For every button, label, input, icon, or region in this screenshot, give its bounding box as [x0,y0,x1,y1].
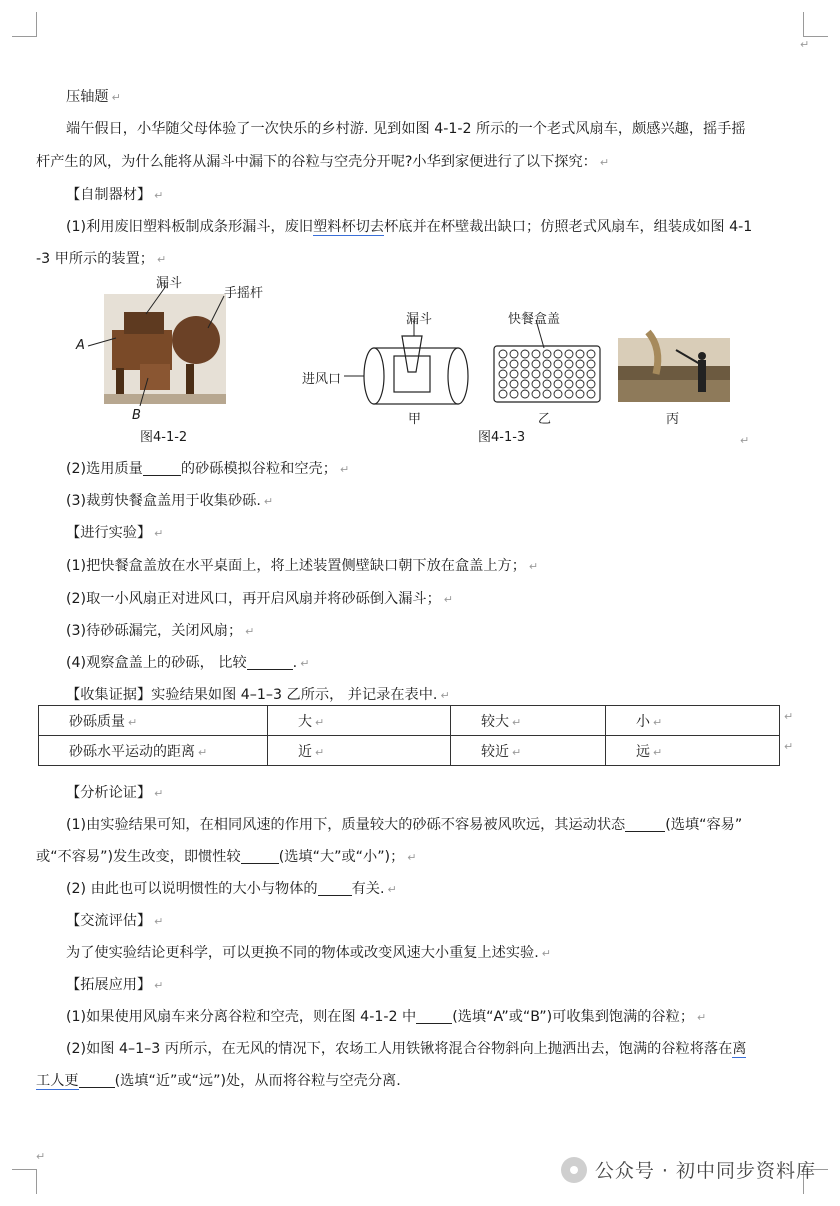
table-cell: 较大 ↵ [451,706,606,736]
watermark-text: 公众号 · 初中同步资料库 [594,1160,816,1182]
wechat-icon [561,1157,587,1183]
device-jia-diagram [344,320,468,404]
caption-fig-4-1-2: 图4-1-2 [140,430,188,445]
table-cell: 较近 ↵ [451,736,606,766]
table-cell: 砂砾质量 ↵ [39,706,268,736]
exchange-text: 为了使实验结论更科学，可以更换不同的物体或改变风速大小重复上述实验. ↵ [66,945,551,961]
intro-text: 端午假日，小华随父母体验了一次快乐的乡村游. 见到如图 4-1-2 所示的一个老式风扇车，颇感兴趣，摇手摇 [66,121,746,137]
label-funnel-2: 漏斗 [406,312,433,327]
table-row [39,706,780,736]
label-lunchbox-lid: 快餐盒盖 [508,312,561,327]
table-cell: 大 ↵ [268,706,451,736]
results-table [38,705,780,766]
farmer-photo [618,332,730,402]
equipment-item-1: (1)利用废旧塑料板制成条形漏斗，废旧塑料杯切去杯底并在杯壁裁出缺口；仿照老式风扇车，组装成如图 4-1 [66,219,753,235]
analysis-item-1-cont: 或“不容易”)发生改变，即惯性较 (选填“大”或“小”)； ↵ [36,849,417,865]
figure-area [36,268,796,448]
heading-exchange: 【交流评估】 ↵ [66,913,164,929]
table-cell: 近 ↵ [268,736,451,766]
label-bing: 丙 [666,412,680,427]
experiment-step-1: (1)把快餐盒盖放在水平桌面上，将上述装置侧壁缺口朝下放在盒盖上方； ↵ [66,558,539,574]
corner-mark-bottom-left [12,1169,37,1194]
extension-item-1: (1)如果使用风扇车来分离谷粒和空壳，则在图 4-1-2 中 (选填“A”或“B”)可收集到饱满的谷粒； ↵ [66,1009,707,1025]
paragraph-mark: ↵ [740,434,750,447]
label-air-inlet: 进风口 [302,372,342,387]
paragraph-mark: ↵ [784,710,794,723]
extension-item-2-cont: 工人更 (选填“近”或“远”)处，从而将谷粒与空壳分离. [36,1073,401,1089]
label-yi: 乙 [538,412,552,427]
experiment-step-4: (4)观察盒盖上的砂砾， 比较 . ↵ [66,655,310,671]
table-cell: 砂砾水平运动的距离 ↵ [39,736,268,766]
label-funnel: 漏斗 [156,276,183,291]
section-title: 压轴题 ↵ [66,89,121,105]
equipment-item-3: (3)裁剪快餐盒盖用于收集砂砾. ↵ [66,493,274,509]
table-row [39,736,780,766]
heading-equipment: 【自制器材】 ↵ [66,187,164,203]
heading-extension: 【拓展应用】 ↵ [66,977,164,993]
intro-text: 杆产生的风，为什么能将从漏斗中漏下的谷粒与空壳分开呢?小华到家便进行了以下探究： ↵ [36,154,610,170]
heading-experiment: 【进行实验】 ↵ [66,525,164,541]
paragraph-mark: ↵ [36,1150,46,1163]
table-cell: 小 ↵ [606,706,780,736]
corner-mark-top-right [803,12,828,37]
watermark [561,1156,816,1183]
heading-analysis: 【分析论证】 ↵ [66,785,164,801]
lid-yi-diagram [494,320,600,402]
corner-mark-top-left [12,12,37,37]
label-jia: 甲 [408,412,422,427]
equipment-item-1-cont: -3 甲所示的装置； ↵ [36,251,167,267]
table-cell: 远 ↵ [606,736,780,766]
analysis-item-1: (1)由实验结果可知，在相同风速的作用下，质量较大的砂砾不容易被风吹远，其运动状态 (选填“容易” [66,817,743,833]
analysis-item-2: (2) 由此也可以说明惯性的大小与物体的 有关. ↵ [66,881,397,897]
label-b: B [132,408,141,423]
experiment-step-2: (2)取一小风扇正对进风口，再开启风扇并将砂砾倒入漏斗； ↵ [66,591,454,607]
equipment-item-2: (2)选用质量 的砂砾模拟谷粒和空壳； ↵ [66,461,350,477]
winnowing-machine-photo [88,286,226,406]
label-crank: 手摇杆 [224,286,264,301]
heading-evidence: 【收集证据】实验结果如图 4–1–3 乙所示， 并记录在表中. ↵ [66,687,450,703]
extension-item-2: (2)如图 4–1–3 丙所示，在无风的情况下，农场工人用铁锹将混合谷物斜向上抛洒出去，饱满的谷粒将落在离 [66,1041,747,1057]
label-a: A [76,338,85,353]
experiment-step-3: (3)待砂砾漏完，关闭风扇； ↵ [66,623,255,639]
paragraph-mark: ↵ [784,740,794,753]
paragraph-mark: ↵ [800,38,810,51]
caption-fig-4-1-3: 图4-1-3 [478,430,526,445]
